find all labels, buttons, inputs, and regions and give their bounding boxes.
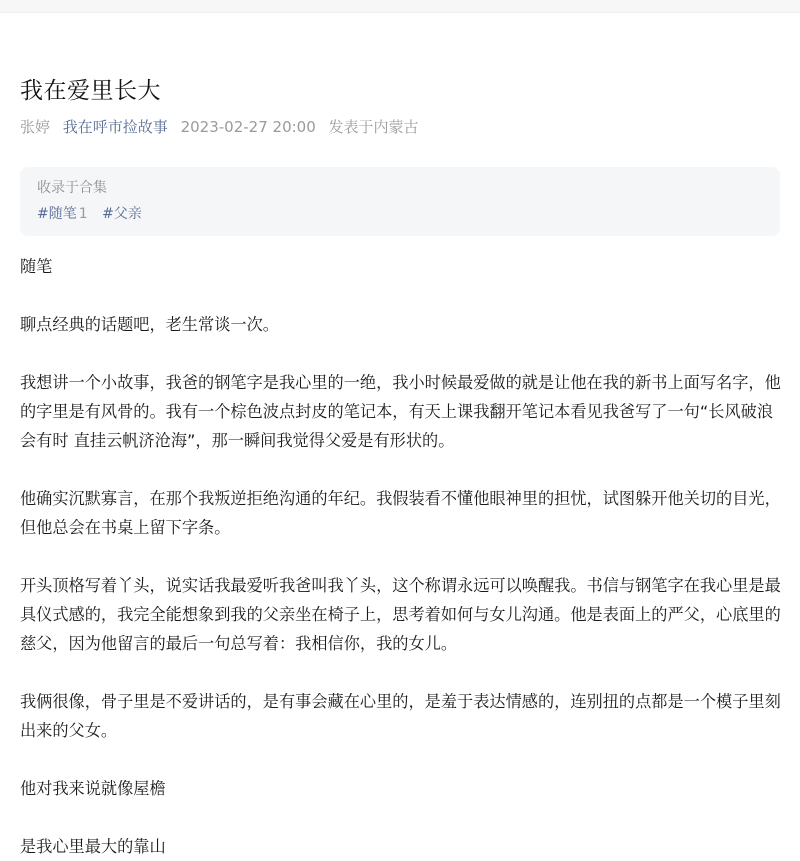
- tag-count: 1: [78, 206, 88, 222]
- paragraph: 我俩很像，骨子里是不爱讲话的，是有事会藏在心里的，是羞于表达情感的，连别扭的点都是一个模子里刻出来的父女。: [20, 692, 781, 740]
- tag-list: [37, 204, 763, 224]
- paragraph: 聊点经典的话题吧，老生常谈一次。: [20, 315, 279, 334]
- publish-location: 发表于内蒙古: [328, 118, 419, 136]
- top-bar: [0, 0, 800, 13]
- paragraph: 是我心里最大的靠山: [20, 837, 166, 856]
- tag-link-father[interactable]: [102, 206, 142, 222]
- article-meta: [20, 116, 427, 137]
- collection-label: 收录于合集: [37, 180, 107, 196]
- tag-name: #父亲: [102, 206, 142, 222]
- paragraph: 我想讲一个小故事，我爸的钢笔字是我心里的一绝，我小时候最爱做的就是让他在我的新书上面写名字，他的字里是有风骨的。我有一个棕色波点封皮的笔记本，有天上课我翻开笔记本看见我爸写了一句“长风破浪会有时 直挂云帆济沧海”，那一瞬间我觉得父爱是有形状的。: [20, 373, 781, 450]
- paragraph: 他确实沉默寡言，在那个我叛逆拒绝沟通的年纪。我假装看不懂他眼神里的担忧，试图躲开他关切的目光，但他总会在书桌上留下字条。: [20, 489, 781, 537]
- publish-datetime: 2023-02-27 20:00: [180, 118, 316, 136]
- tag-link-essay[interactable]: [37, 206, 88, 222]
- paragraph: 随笔: [20, 257, 53, 276]
- paragraph: 开头顶格写着丫头，说实话我最爱听我爸叫我丫头，这个称谓永远可以唤醒我。书信与钢笔字在我心里是最具仪式感的，我完全能想象到我的父亲坐在椅子上，思考着如何与女儿沟通。他是表面上的严父，心底里的慈父，因为他留言的最后一句总写着：我相信你，我的女儿。: [20, 576, 781, 653]
- collection-card: [20, 167, 780, 236]
- account-name-link[interactable]: 我在呼市捡故事: [62, 118, 168, 136]
- author-name: 张婷: [20, 118, 51, 136]
- tag-name: #随笔: [37, 206, 77, 222]
- paragraph: 他对我来说就像屋檐: [20, 779, 166, 798]
- article-body: [20, 252, 782, 861]
- article-title: 我在爱里长大: [20, 78, 161, 104]
